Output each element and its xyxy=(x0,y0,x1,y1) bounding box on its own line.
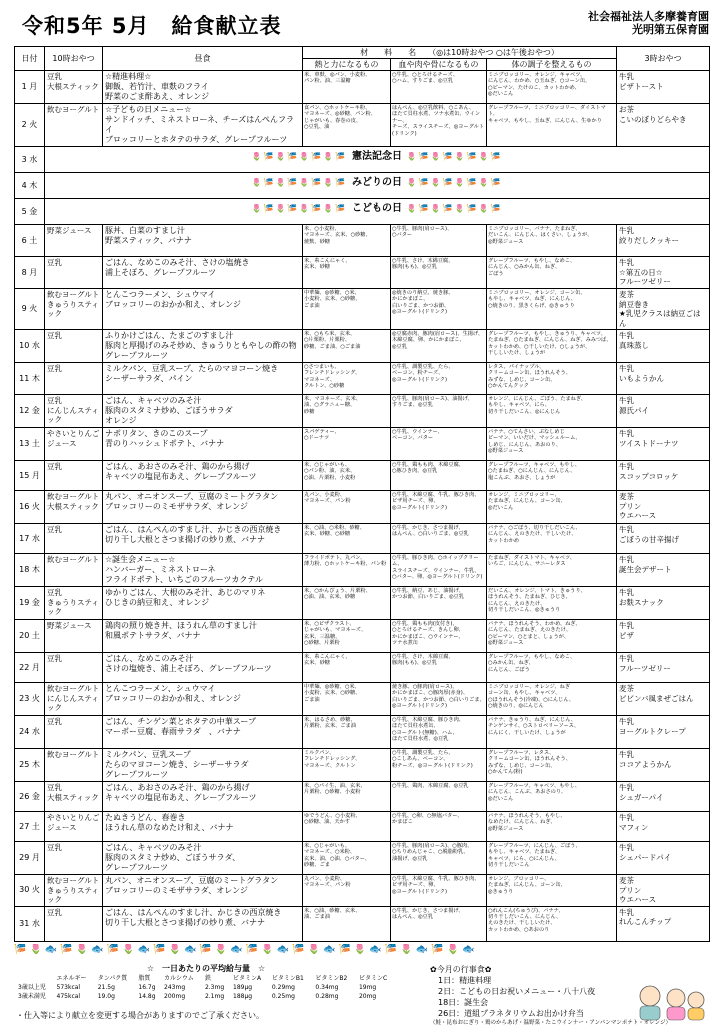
average-value: 0.34mg xyxy=(315,984,339,991)
morning-snack-cell: 豆乳 xyxy=(45,842,103,875)
vitamin-ingredients-cell: バナナ、○ごぼう、切り干しだいこん、 にんじん、えのきたけ、干しいたけ、 カットわかめ xyxy=(487,524,617,554)
afternoon-snack-cell: 牛乳 絞りだしクッキー xyxy=(617,225,710,257)
organization xyxy=(588,10,709,36)
protein-ingredients-cell: ○牛乳、豚ひき肉、○ホイップクリーム、 スライスチーズ、ウインナー、牛乳、 ○バター、卵、◎ヨーグルト(ドリンク) xyxy=(391,554,487,587)
average-value: 20mg xyxy=(358,993,377,1000)
header-ingredients: 材 料 名 （◎は10時おやつ ○は午後おやつ） xyxy=(303,47,617,59)
average-value: 14.8g xyxy=(138,993,156,1000)
date-cell: 31 水 xyxy=(15,906,45,941)
protein-ingredients-cell: 焼き豚、○豚肉(肩ロース)、 かにかまぼこ、○豚肉厚(赤身)、 白いりごま、かつお節、○白いりごま、 ◎ヨーグルト(ドリンク) xyxy=(391,683,487,716)
holiday-banner xyxy=(45,147,709,162)
menu-row xyxy=(15,749,710,782)
lunch-cell: とんこつラーメン、シュウマイ ブロッコリーのおかか和え、オレンジ xyxy=(103,289,303,330)
energy-ingredients-cell: スパゲティー、 ○ドーナツ xyxy=(303,428,391,461)
date-cell: 1 月 xyxy=(15,71,45,104)
average-column-label: ビタミンB1 xyxy=(271,975,304,982)
vitamin-ingredients-cell: グレープフルーツ、もやし、なめこ、 ○みかん缶、ねぎ、 にんじん、ごぼう xyxy=(487,653,617,683)
date-cell: 10 水 xyxy=(15,330,45,363)
lunch-cell: 豚丼、白菜のすまし汁 野菜スティック、バナナ xyxy=(103,225,303,257)
morning-snack-cell: 豆乳 xyxy=(45,363,103,395)
menu-row xyxy=(15,812,710,842)
average-value: 16.7g xyxy=(138,984,156,991)
average-column-label: 鉄 xyxy=(204,975,211,982)
header-afternoon-snack: 3時おやつ xyxy=(617,47,710,71)
menu-row xyxy=(15,491,710,524)
tulip-decoration: 🌷🎏🌷🎏🌷🎏🌷🎏 xyxy=(251,204,352,213)
vitamin-ingredients-cell: ミニブロッコリー、オレンジ、コーン缶、 もやし、キャベツ、ねぎ、にんじん、 ○焼きのり、黒きくらげ、◎きゅうり xyxy=(487,289,617,330)
lunch-cell: ☆子どもの日メニュー☆ サンドイッチ、ミネストローネ、チーズはんぺんフライ ブロッコリーとホタテのサラダ、グレープフルーツ xyxy=(103,104,303,147)
average-value: 200mg xyxy=(164,993,186,1000)
lunch-cell: ごはん、チンゲン菜とホタテの中華スープ マーボー豆腐、春雨サラダ 、バナナ xyxy=(103,716,303,749)
lunch-cell: ごはん、キャベツのみそ汁 豚肉のスタミナ炒め、ごぼうサラダ、 グレープフルーツ xyxy=(103,842,303,875)
energy-ingredients-cell: ○さつまいも、 フレンチドレッシング、 マヨネーズ、 クルトン、○砂糖 xyxy=(303,363,391,395)
menu-body xyxy=(15,71,710,942)
morning-snack-cell: 飲むヨーグルト にんじんスティック xyxy=(45,683,103,716)
page-title: 令和5年 5月 給食献立表 xyxy=(22,14,282,38)
morning-snack-cell: 飲むヨーグルト xyxy=(45,554,103,587)
energy-ingredients-cell: 中華麺、◎砂糖、○米、 小麦粉、玄米、○砂糖、 ごま油 xyxy=(303,683,391,716)
vitamin-ingredients-cell: グレープフルーツ、レタス、 クリームコーン缶、ほうれんそう、 みずな、しめじ、コーン缶、 ○かんてん(粉) xyxy=(487,749,617,782)
average-value: 475kcal xyxy=(56,993,81,1000)
menu-row xyxy=(15,330,710,363)
energy-ingredients-cell: 米、マヨネーズ、玄米、 油、○グラニュー糖、 砂糖 xyxy=(303,395,391,428)
event-item: 2日：こどもの日お祝いメニュー・八十八夜 xyxy=(438,987,596,996)
energy-ingredients-cell: 米、○ピザクラスト、 じゃがいも、マヨネーズ、 玄米、三温糖、 ○砂糖、片栗粉 xyxy=(303,620,391,653)
energy-ingredients-cell: ミルクパン、 フレンチドレッシング、 マヨネーズ、クルトン xyxy=(303,749,391,782)
vitamin-ingredients-cell: ○れんこん(ちゅうび)、バナナ、 切り干しだいこん、にんじん、 えのきたけ、干ししいたけ、 カットわかめ、○あおのり xyxy=(487,906,617,941)
average-value: 19mg xyxy=(358,984,377,991)
energy-ingredients-cell: 米、○小麦粉、 マヨネーズ、玄米、○砂糖、 焼麩、砂糖 xyxy=(303,225,391,257)
menu-row xyxy=(15,363,710,395)
afternoon-snack-cell: 牛乳 マフィン xyxy=(617,812,710,842)
average-value: 243mg xyxy=(164,984,186,991)
date-cell: 3 水 xyxy=(15,147,45,173)
menu-row xyxy=(15,225,710,257)
protein-ingredients-cell: ○牛乳、木綿豆腐、牛乳、豚ひき肉、 ピザ用チーズ、卵、 ◎ヨーグルト(ドリンク) xyxy=(391,875,487,907)
lunch-cell: ☆誕生会メニュー☆ ハンバーガー、ミネストローネ フライドポテト、いちごのフルーツカクテル xyxy=(103,554,303,587)
date-cell: 2 火 xyxy=(15,104,45,147)
lunch-cell: ごはん、はんぺんのすまし汁、かじきの西京焼き 切り干し大根とさつま揚げの炒り煮、バナナ xyxy=(103,906,303,941)
holiday-name: 憲法記念日 xyxy=(352,151,402,162)
afternoon-snack-cell: 牛乳 ツイストドーナツ xyxy=(617,428,710,461)
average-column-label: ビタミンB2 xyxy=(315,975,348,982)
afternoon-snack-cell: 牛乳 ヨーグルトクレープ xyxy=(617,716,710,749)
afternoon-snack-cell: お茶 こいのぼりどらやき xyxy=(617,104,710,147)
afternoon-snack-cell: 牛乳 スコップコロッケ xyxy=(617,461,710,491)
date-cell: 8 月 xyxy=(15,257,45,289)
holiday-banner xyxy=(45,199,709,214)
vitamin-ingredients-cell: バナナ、ほうれんそう、もやし、 なめたけ、にんじん、ねぎ、 ◎野菜ジュース xyxy=(487,812,617,842)
date-cell: 16 火 xyxy=(15,491,45,524)
afternoon-snack-cell: 牛乳 誕生会デザート xyxy=(617,554,710,587)
average-value: 188μg xyxy=(233,993,253,1000)
holiday-cell xyxy=(45,147,710,173)
protein-ingredients-cell: ○牛乳、○卵、○無塩バター、 かまぼこ xyxy=(391,812,487,842)
date-cell: 4 木 xyxy=(15,173,45,199)
holiday-cell xyxy=(45,199,710,225)
header-date: 日付 xyxy=(15,47,45,71)
event-note: （鮭・昆布おにぎり・鶏のからあげ・温野菜・たこウインナー・アンパンマンポテト・オレンジ） xyxy=(430,1020,671,1026)
morning-snack-cell: 豆乳 xyxy=(45,653,103,683)
protein-ingredients-cell: ◎焼きのり納豆、焼き豚、 かにかまぼこ、 白いりごま、かつお節、 ◎ヨーグルト(ドリンク) xyxy=(391,289,487,330)
average-value: 573kcal xyxy=(56,984,81,991)
protein-ingredients-cell: ○牛乳、豚肉(肩ロース)、○豚肉、 ○ちりめんじゃこ、○脱脂粉乳、 油揚げ、◎豆乳 xyxy=(391,842,487,875)
lunch-cell: ごはん、なめこのみそ汁 さけの塩焼き、浦上そぼろ、グレープフルーツ xyxy=(103,653,303,683)
protein-ingredients-cell: ○牛乳、○とろけるチーズ、 ○ハム、すりごま、◎豆乳 xyxy=(391,71,487,104)
average-value: 3歳未満児 xyxy=(18,993,46,1000)
average-column-label: ビタミンA xyxy=(233,975,262,982)
event-item: 1日：精進料理 xyxy=(438,976,492,985)
morning-snack-cell: 豆乳 きゅうりスティック xyxy=(45,587,103,620)
menu-row xyxy=(15,147,710,173)
morning-snack-cell: 豆乳 大根スティック xyxy=(45,71,103,104)
date-cell: 27 土 xyxy=(15,812,45,842)
protein-ingredients-cell: はんぺん、◎豆乳飲料、○こあん、 ほたて貝柱水煮、ツナ水煮缶、ウインナー、 チーズ、スライスチーズ、◎ヨーグルト(ドリンク) xyxy=(391,104,487,147)
menu-row xyxy=(15,906,710,941)
menu-row xyxy=(15,620,710,653)
average-nutrition xyxy=(16,964,396,1001)
protein-ingredients-cell: ◎豆腐赤肉、豚肉(肩ロース)、生揚げ、 木綿豆腐、卵、かにかまぼこ、 ◎豆乳 xyxy=(391,330,487,363)
morning-snack-cell: 豆乳 xyxy=(45,257,103,289)
average-value: 3歳以上児 xyxy=(18,984,46,991)
lunch-cell: ナポリタン、きのこのスープ 青のりハッシュドポテト、バナナ xyxy=(103,428,303,461)
average-column-label: エネルギー xyxy=(56,975,87,982)
date-cell: 13 土 xyxy=(15,428,45,461)
morning-snack-cell: 飲むヨーグルト きゅうりスティック xyxy=(45,289,103,330)
energy-ingredients-cell: 米、○じゃがいも、 ○パン粉、油、玄米、 ○油、片栗粉、小麦粉 xyxy=(303,461,391,491)
protein-ingredients-cell: ○牛乳、ウインナー、 ベーコン、バター xyxy=(391,428,487,461)
vitamin-ingredients-cell: グレープフルーツ、キャベツ、もやし、 ○たまねぎ、○にんじん、にんじん、 塩こんぶ、あおさ、しょうが xyxy=(487,461,617,491)
date-cell: 29 月 xyxy=(15,842,45,875)
vitamin-ingredients-cell: グレープフルーツ、にんじん、ごぼう、 もやし、キャベツ、たまねぎ、 キャベツ、にら、○にんじん、 切り干しだいこん xyxy=(487,842,617,875)
afternoon-snack-cell: 牛乳 れんこんチップ xyxy=(617,906,710,941)
protein-ingredients-cell: ○牛乳、かじき、さつま揚げ、 はんぺん、◎豆乳 xyxy=(391,906,487,941)
energy-ingredients-cell: 食パン、○ホットケーキ粉、 マヨネーズ、◎砂糖、パン粉、 じゃがいも、春巻の皮、 ○豆乳、油 xyxy=(303,104,391,147)
holiday-name: みどりの日 xyxy=(352,177,402,188)
afternoon-snack-cell: 牛乳 シュガーパイ xyxy=(617,782,710,812)
menu-row xyxy=(15,104,710,147)
afternoon-snack-cell: 牛乳 シェパードパイ xyxy=(617,842,710,875)
morning-snack-cell: 豆乳 xyxy=(45,906,103,941)
lunch-cell: 鶏肉の照り焼き丼、ほうれん草のすまし汁 和風ポテトサラダ、バナナ xyxy=(103,620,303,653)
menu-row xyxy=(15,782,710,812)
morning-snack-cell: 豆乳 にんじんスティック xyxy=(45,395,103,428)
vitamin-ingredients-cell: バナナ、きゅうり、ねぎ、にんじん、 チンゲンサイ、○ストロベリーソース、 にんにく、干しいたけ、しょうが xyxy=(487,716,617,749)
tulip-decoration: 🌷🎏🌷🎏🌷🎏🌷🎏 xyxy=(402,152,503,161)
protein-ingredients-cell: ○牛乳、鶏肉、木綿豆腐、◎豆乳 xyxy=(391,782,487,812)
lunch-cell: たぬきうどん、春巻き ほうれん草のなめたけ和え、バナナ xyxy=(103,812,303,842)
afternoon-snack-cell: 牛乳 真珠蒸し xyxy=(617,330,710,363)
energy-ingredients-cell: 丸パン、小麦粉、 マヨネーズ、パン粉 xyxy=(303,491,391,524)
date-cell: 20 土 xyxy=(15,620,45,653)
date-cell: 18 木 xyxy=(15,554,45,587)
header-vitamins: 体の調子を整えるもの xyxy=(487,59,617,71)
menu-row xyxy=(15,716,710,749)
menu-row xyxy=(15,683,710,716)
average-row-over3 xyxy=(16,983,396,992)
morning-snack-cell: 飲むヨーグルト きゅうりスティック xyxy=(45,875,103,907)
average-column-label: カルシウム xyxy=(164,975,194,982)
protein-ingredients-cell: ○牛乳、調製豆乳、たら、 ○こしあん、ベーコン、 粉チーズ、◎ヨーグルト(ドリンク) xyxy=(391,749,487,782)
menu-row xyxy=(15,199,710,225)
protein-ingredients-cell: ○牛乳、さけ、木綿豆腐、 豚肉(もも)、◎豆乳 xyxy=(391,257,487,289)
date-cell: 23 火 xyxy=(15,683,45,716)
vitamin-ingredients-cell: ミニブロッコリー、オレンジ、ねぎ コーン缶、もやし、キャベツ、 ○ほうれんそう(冷凍)、○にんじん、 ○焼きのり、◎にんじん xyxy=(487,683,617,716)
date-cell: 15 月 xyxy=(15,461,45,491)
holiday-name: こどもの日 xyxy=(352,203,402,214)
morning-snack-cell: 豆乳 xyxy=(45,716,103,749)
average-column-label: ビタミンC xyxy=(358,975,388,982)
morning-snack-cell: 野菜ジュース xyxy=(45,225,103,257)
menu-table xyxy=(14,46,710,942)
protein-ingredients-cell: ○牛乳、木綿豆腐、豚ひき肉、 ほたて貝柱水煮缶、 ○ヨーグルト(無糖)、ハム、 ほたて貝柱水煮、◎豆乳 xyxy=(391,716,487,749)
lunch-cell: とんこつラーメン、シュウマイ ブロッコリーのおかか和え、オレンジ xyxy=(103,683,303,716)
date-cell: 9 火 xyxy=(15,289,45,330)
energy-ingredients-cell: 米、車麩、◎パン、小麦粉、 パン粉、油、三温糖 xyxy=(303,71,391,104)
vitamin-ingredients-cell: バナナ、ほうれんそう、わかめ、ねぎ、 にんじん、たまねぎ、えのきたけ、 ○ピーマン、○とまと、しょうが、 ◎野菜ジュース xyxy=(487,620,617,653)
vitamin-ingredients-cell: グレープフルーツ、キャベツ、もやし、 にんじん、こんぶ、あおさのり、 ◎だいこん xyxy=(487,782,617,812)
vitamin-ingredients-cell: グレープフルーツ、もやし、きゅうり、キャベツ、 たまねぎ、○たまねぎ、にんじん、ねぎ、みみつば、 カットわかめ、○干しいたけ、○しょうが、 干ししいたけ、しょうが xyxy=(487,330,617,363)
lunch-cell: ごはん、あおさのみそ汁、鶏のから揚げ キャベツの塩昆布あえ、グレープフルーツ xyxy=(103,782,303,812)
energy-ingredients-cell: 米、糸こんにゃく、 玄米、砂糖 xyxy=(303,257,391,289)
date-cell: 22 月 xyxy=(15,653,45,683)
date-cell: 5 金 xyxy=(15,199,45,225)
vitamin-ingredients-cell: ミニブロッコリー、オレンジ、キャベツ、 にんじん、わかめ、○玉ねぎ、○コーン缶、 ○ピーマン、たけのこ、カットわかめ、 ◎だいこん xyxy=(487,71,617,104)
average-value: 2.1mg xyxy=(204,993,225,1000)
header-energy: 熱と力になるもの xyxy=(303,59,391,71)
morning-snack-cell: 豆乳 xyxy=(45,330,103,363)
average-heading: ☆ 一日あたりの平均給与量 ☆ xyxy=(146,964,266,973)
energy-ingredients-cell: ゆでうどん、○小麦粉、 ○砂糖、油、天かす xyxy=(303,812,391,842)
vitamin-ingredients-cell: オレンジ、ブロッコリー、 たまねぎ、にんじん、コーン缶、 ◎きゅうり xyxy=(487,875,617,907)
energy-ingredients-cell: 米、はるさめ、砂糖、 片栗粉、玄米、ごま油 xyxy=(303,716,391,749)
tulip-decoration: 🌷🎏🌷🎏🌷🎏🌷🎏 xyxy=(251,152,352,161)
average-value: 19.0g xyxy=(97,993,115,1000)
protein-ingredients-cell: ○牛乳、さけ、木綿豆腐、 豚肉(もも)、◎豆乳 xyxy=(391,653,487,683)
energy-ingredients-cell: 米、○油、○米粉、砂糖、 玄米、砂糖、○砂糖 xyxy=(303,524,391,554)
average-value: 0.25mg xyxy=(271,993,295,1000)
menu-row xyxy=(15,461,710,491)
vitamin-ingredients-cell: グレープフルーツ、もやし、なめこ、 にんじん、○みかん缶、ねぎ、 ごぼう xyxy=(487,257,617,289)
morning-snack-cell: 豆乳 xyxy=(45,524,103,554)
vitamin-ingredients-cell: グレープフルーツ、ミニブロッコリー、ダイストマト、 キャベツ、もやし、玉ねぎ、にんじん、生ゆかり xyxy=(487,104,617,147)
menu-row xyxy=(15,71,710,104)
decorative-border: 🎏🌷🐟🎏🌷🐟🎏🌷🐟🎏🌷🐟🎏🌷🐟🎏🌷🐟🎏🌷🐟🎏🌷🐟🎏🌷🐟🎏🌷🐟 xyxy=(14,944,478,955)
lunch-cell: 丸パン、オニオンスープ、豆腐のミートグラタン ブロッコリーのミモザサラダ、オレンジ xyxy=(103,875,303,907)
lunch-cell: ふりかけごはん、たまごのすまし汁 豚肉と厚揚げのみそ炒め、きゅうりともやしの酢の物 グレープフルーツ xyxy=(103,330,303,363)
menu-row xyxy=(15,428,710,461)
nursery-name: 光明第五保育園 xyxy=(632,23,709,36)
lunch-cell: ☆精進料理☆ 御飯、若竹汁、車麩のフライ 野菜のごま酢あえ、オレンジ xyxy=(103,71,303,104)
lunch-cell: ごはん、なめこのみそ汁、さけの塩焼き 浦上そぼろ、グレープフルーツ xyxy=(103,257,303,289)
morning-snack-cell: 飲むヨーグルト xyxy=(45,104,103,147)
menu-row xyxy=(15,875,710,907)
morning-snack-cell: 豆乳 大根スティック xyxy=(45,782,103,812)
average-value: 0.29mg xyxy=(271,984,295,991)
afternoon-snack-cell: 麦茶 プリン ウエハース xyxy=(617,491,710,524)
morning-snack-cell: 豆乳 xyxy=(45,461,103,491)
vitamin-ingredients-cell: ミニブロッコリー、バナナ、たまねぎ、 だいこん、にんじん、はくさい、しょうが、 ◎野菜ジュース xyxy=(487,225,617,257)
date-cell: 19 金 xyxy=(15,587,45,620)
menu-row xyxy=(15,554,710,587)
average-column-label: 脂質 xyxy=(138,975,151,982)
energy-ingredients-cell: 米、○じゃがいも、 マヨネーズ、○米粉、 玄米、油、○油、○バター、 砂糖、ごま xyxy=(303,842,391,875)
average-table xyxy=(16,974,396,1001)
date-cell: 17 水 xyxy=(15,524,45,554)
footer-note: ・仕入等により献立を変更する場合がありますのでご了承ください。 xyxy=(16,1011,264,1020)
date-cell: 24 水 xyxy=(15,716,45,749)
afternoon-snack-cell: 牛乳 フルーツゼリー xyxy=(617,653,710,683)
vitamin-ingredients-cell: だいこん、オレンジ、トマト、きゅうり、 ほうれんそう、たまねぎ、ひじき、 にんじん、えのきたけ、 切り干しだいこん、◎きゅうり xyxy=(487,587,617,620)
energy-ingredients-cell: 米、○油、砂糖、玄米、 油、ごま油 xyxy=(303,906,391,941)
morning-snack-cell: 野菜ジュース xyxy=(45,620,103,653)
average-value: 0.28mg xyxy=(315,993,339,1000)
afternoon-snack-cell: 牛乳 ごぼうの甘辛揚げ xyxy=(617,524,710,554)
children-illustration xyxy=(630,978,710,1022)
events-heading: ✿今月の行事食✿ xyxy=(430,965,492,974)
morning-snack-cell: 飲むヨーグルト xyxy=(45,749,103,782)
protein-ingredients-cell: ○牛乳、木綿豆腐、牛乳、豚ひき肉、 ピザ用チーズ、卵、 ◎ヨーグルト(ドリンク) xyxy=(391,491,487,524)
afternoon-snack-cell: 麦茶 プリン ウエハース xyxy=(617,875,710,907)
menu-row xyxy=(15,842,710,875)
protein-ingredients-cell: ○牛乳、鶏もも肉、木綿豆腐、 ○豚ひき肉、◎豆乳 xyxy=(391,461,487,491)
morning-snack-cell: やさいとりんご ジュース xyxy=(45,812,103,842)
event-item: 26日：道組プラネタリウムお出かけ弁当 xyxy=(438,1009,584,1018)
afternoon-snack-cell: 牛乳 ☆第五の日☆ フルーツゼリー xyxy=(617,257,710,289)
afternoon-snack-cell: 牛乳 源氏パイ xyxy=(617,395,710,428)
average-value: 21.5g xyxy=(97,984,115,991)
energy-ingredients-cell: 米、○パイ生、油、玄米、 片栗粉、○砂糖、小麦粉 xyxy=(303,782,391,812)
energy-ingredients-cell: 米、○かんぴょう、片栗粉、 ○油、油、玄米、砂糖 xyxy=(303,587,391,620)
tulip-decoration: 🌷🎏🌷🎏🌷🎏🌷🎏 xyxy=(402,178,503,187)
tulip-decoration: 🌷🎏🌷🎏🌷🎏🌷🎏 xyxy=(251,178,352,187)
morning-snack-cell: 飲むヨーグルト 大根スティック xyxy=(45,491,103,524)
tulip-decoration: 🌷🎏🌷🎏🌷🎏🌷🎏 xyxy=(402,204,503,213)
lunch-cell: ごはん、はんぺんのすまし汁、かじきの西京焼き 切り干し大根とさつま揚げの炒り煮、バナナ xyxy=(103,524,303,554)
date-cell: 25 木 xyxy=(15,749,45,782)
vitamin-ingredients-cell: バナナ、○てんさい、ぶなしめじ ピーマン、いいだけ、マッシュルーム、 しめじ、にんじん、あおのり、 ◎野菜ジュース xyxy=(487,428,617,461)
afternoon-snack-cell: 牛乳 お麩スナック xyxy=(617,587,710,620)
vitamin-ingredients-cell: レタス、パイナップル、 クリームコーン缶、ほうれんそう、 みずな、しめじ、コーン缶、 ○かんてんクック xyxy=(487,363,617,395)
vitamin-ingredients-cell: オレンジ、にんじん、ごぼう、たまねぎ、 もやし、キャベツ、にら、 切り干しだいこん、◎にんじん xyxy=(487,395,617,428)
menu-row xyxy=(15,524,710,554)
holiday-banner xyxy=(45,173,709,188)
protein-ingredients-cell: ○牛乳、豚肉(肩ロース)、 ○バター xyxy=(391,225,487,257)
afternoon-snack-cell: 牛乳 いもようかん xyxy=(617,363,710,395)
energy-ingredients-cell: 米、糸こんにゃく、 玄米、砂糖 xyxy=(303,653,391,683)
lunch-cell: ミルクパン、豆乳スープ、たらのマヨコーン焼き シーザーサラダ、パイン xyxy=(103,363,303,395)
date-cell: 12 金 xyxy=(15,395,45,428)
protein-ingredients-cell: ○牛乳、豚肉(肩ロース)、油揚げ、 すりごま、◎豆乳 xyxy=(391,395,487,428)
afternoon-snack-cell: 牛乳 ココアようかん xyxy=(617,749,710,782)
average-value: 2.3mg xyxy=(204,984,225,991)
vitamin-ingredients-cell: オレンジ、ミニブロッコリー、 たまねぎ、にんじん、コーン缶、 ◎だいこん xyxy=(487,491,617,524)
afternoon-snack-cell: 麦茶 ビビンバ風まぜごはん xyxy=(617,683,710,716)
holiday-cell xyxy=(45,173,710,199)
afternoon-snack-cell: 牛乳 ピザトースト xyxy=(617,71,710,104)
event-item: 18日：誕生会 xyxy=(438,998,489,1007)
energy-ingredients-cell: 丸パン、小麦粉、 マヨネーズ、パン粉 xyxy=(303,875,391,907)
protein-ingredients-cell: ○牛乳、納豆、あじ、油揚げ、 かつお節、白いりごま、◎豆乳 xyxy=(391,587,487,620)
average-row-under3 xyxy=(16,992,396,1001)
lunch-cell: ミルクパン、豆乳スープ たらのマヨコーン焼き、シーザーサラダ グレープフルーツ xyxy=(103,749,303,782)
protein-ingredients-cell: ○牛乳、かじき、さつま揚げ、 はんぺん、○白いりごま、◎豆乳 xyxy=(391,524,487,554)
energy-ingredients-cell: 米、○もち米、玄米、 ○片栗粉、片栗粉、 砂糖、ごま油、○ごま油 xyxy=(303,330,391,363)
lunch-cell: ごはん、キャベツのみそ汁 豚肉のスタミナ炒め、ごぼうサラダ オレンジ xyxy=(103,395,303,428)
menu-row xyxy=(15,653,710,683)
energy-ingredients-cell: 中華麺、◎砂糖、○米、 小麦粉、玄米、○砂糖、 ごま油 xyxy=(303,289,391,330)
afternoon-snack-cell: 牛乳 ピザ xyxy=(617,620,710,653)
menu-row xyxy=(15,173,710,199)
menu-row xyxy=(15,289,710,330)
org-name: 社会福祉法人多摩養育園 xyxy=(588,10,709,23)
morning-snack-cell: やさいとりんご ジュース xyxy=(45,428,103,461)
menu-row xyxy=(15,587,710,620)
date-cell: 30 火 xyxy=(15,875,45,907)
menu-row xyxy=(15,257,710,289)
date-cell: 11 木 xyxy=(15,363,45,395)
lunch-cell: ゆかりごはん、大根のみそ汁、あじのマリネ ひじきの納豆和え、オレンジ xyxy=(103,587,303,620)
protein-ingredients-cell: ○牛乳、鶏もも肉(皮付き)、 ○とろけるチーズ、きんし卵、 かにかまぼこ、○ウインナー、 ツナ水煮缶 xyxy=(391,620,487,653)
protein-ingredients-cell: ○牛乳、調製豆乳、たら、 ベーコン、粉チーズ、 ◎ヨーグルト(ドリンク) xyxy=(391,363,487,395)
header-lunch: 昼食 xyxy=(103,47,303,71)
average-column-label: タンパク質 xyxy=(97,975,128,982)
afternoon-snack-cell: 麦茶 納豆巻き ★乳児クラスは納豆ごはん xyxy=(617,289,710,330)
lunch-cell: ごはん、あおさのみそ汁、鶏のから揚げ キャベツの塩昆布あえ、グレープフルーツ xyxy=(103,461,303,491)
header-morning-snack: 10時おやつ xyxy=(45,47,103,71)
average-columns xyxy=(16,974,396,983)
header-protein: 血や肉や骨になるもの xyxy=(391,59,487,71)
energy-ingredients-cell: フライドポテト、丸パン、 薄力粉、○ホットケーキ粉、パン粉 xyxy=(303,554,391,587)
menu-row xyxy=(15,395,710,428)
vitamin-ingredients-cell: たまねぎ、ダイストマト、キャベツ、 いちご、にんじん、サニーレタス xyxy=(487,554,617,587)
lunch-cell: 丸パン、オニオンスープ、豆腐のミートグラタン ブロッコリーのミモザサラダ、オレンジ xyxy=(103,491,303,524)
average-value: 189μg xyxy=(233,984,253,991)
date-cell: 26 金 xyxy=(15,782,45,812)
date-cell: 6 土 xyxy=(15,225,45,257)
